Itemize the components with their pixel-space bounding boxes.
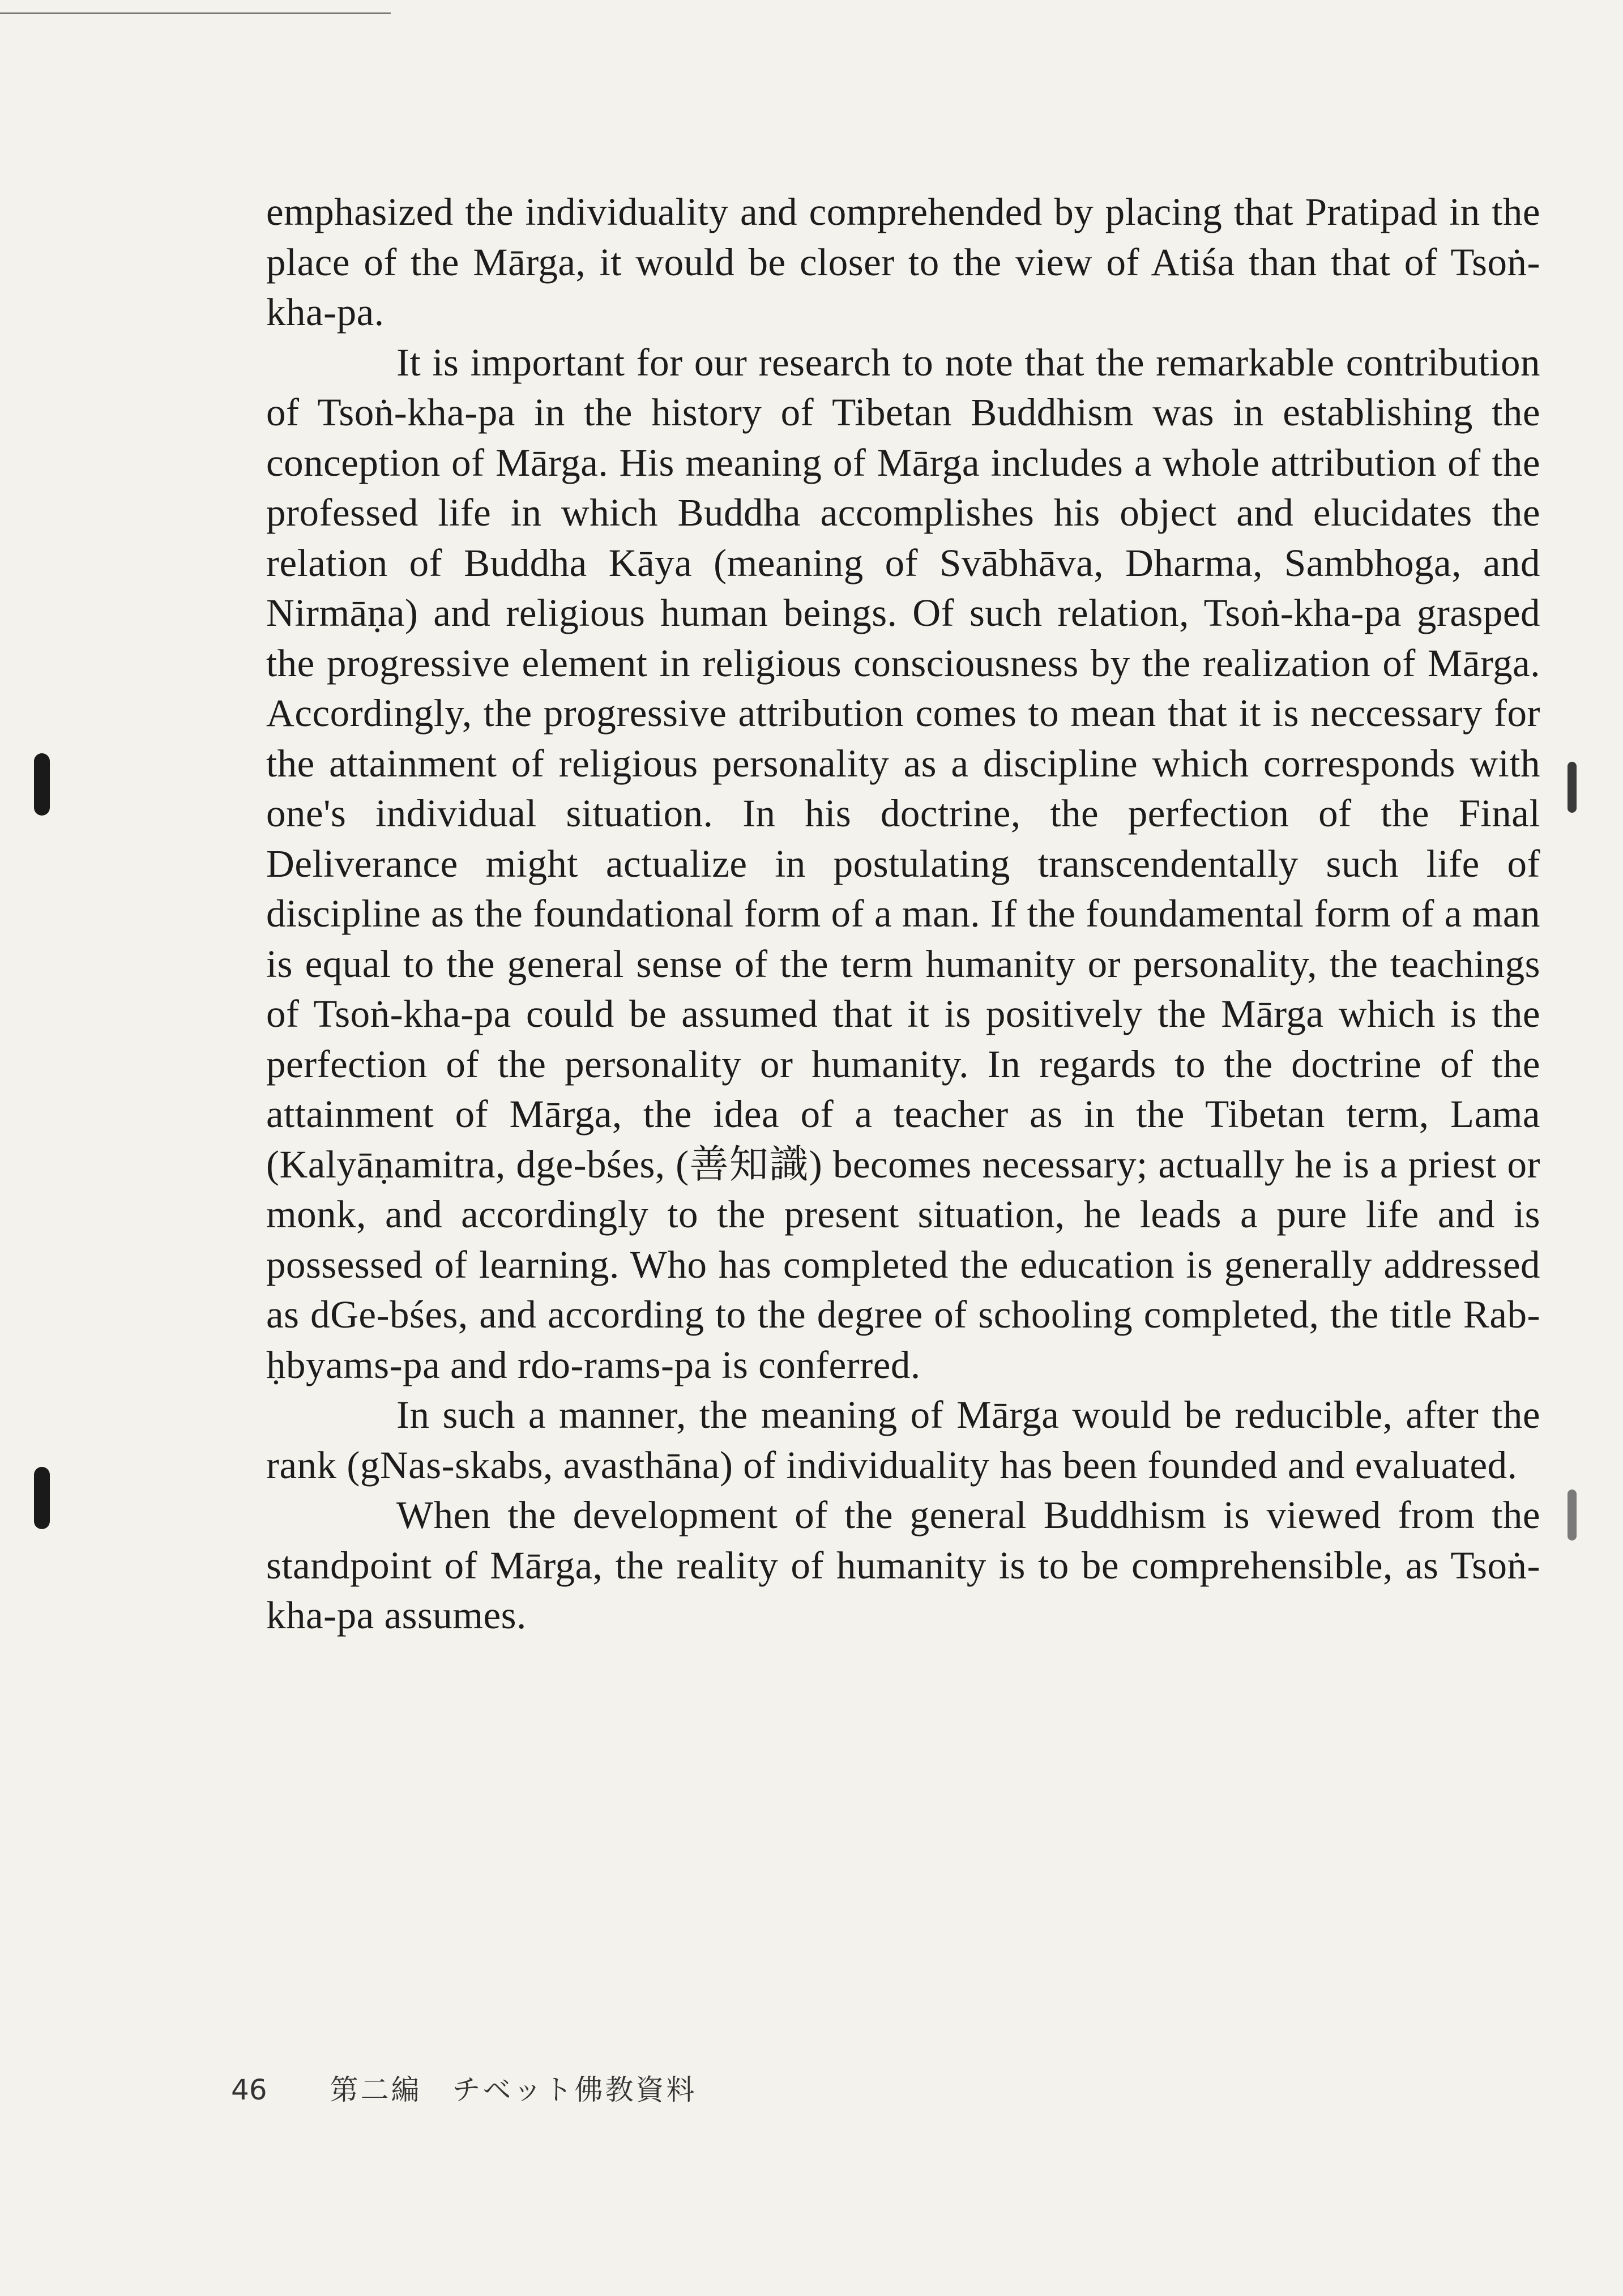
paragraph-rank-individuality: In such a manner, the meaning of Mārga would be reducible, after the rank (gNas-skabs, avasthāna) of individuality has been founded and evaluated. (266, 1393, 1540, 1487)
page-footer (231, 2067, 697, 2113)
paragraph-continuation: emphasized the individuality and comprehended by placing that Pratipad in the place of the Mārga, it would be closer to the view of Atiśa than that of Tsoṅ-kha-pa. (266, 190, 1540, 334)
paragraph-general-buddhism: When the development of the general Buddhism is viewed from the standpoint of Mārga, the reality of humanity is to be comprehensible, as Tsoṅ-kha-pa assumes. (266, 1493, 1540, 1637)
page-number: 46 (231, 2073, 267, 2106)
binding-hole-mark (34, 1467, 50, 1529)
binding-hole-mark (1568, 762, 1577, 813)
running-title: 第二編 チベット佛教資料 (330, 2073, 697, 2106)
binding-hole-mark (34, 753, 50, 816)
binding-hole-mark (1568, 1490, 1577, 1540)
paragraph-marga-conception: It is important for our research to note that the remarkable contribution of Tsoṅ-kha-pa in the history of Tibetan Buddhism was in establishing the conception of Mārga. His meaning of Mārga includes a whole attribution of the professed life in which Buddha accomplishes his object and elucidates the relation of Buddha Kāya (meaning of Svābhāva, Dharma, Sambhoga, and Nirmāṇa) and religious human beings. Of such relation, Tsoṅ-kha-pa grasped the progressive element in religious consciousness by the realization of Mārga. Accordingly, the progressive attribution comes to mean that it is neccessary for the attainment of religious personality as a discipline which corresponds with one's individual situation. In his doctrine, the perfection of the Final Deliverance might actualize in postulating transcendentally such life of discipline as the foundational form of a man. If the foundamental form of a man is equal to the general sense of the term humanity or personality, the teachings of Tsoṅ-kha-pa could be assumed that it is positively the Mārga which is the perfection of the personality or humanity. In regards to the doctrine of the attainment of Mārga, the idea of a teacher as in the Tibetan term, Lama (Kalyāṇamitra, dge-bśes, (善知識) becomes necessary; actually he is a priest or monk, and accordingly to the present situation, he leads a pure life and is possessed of learning. Who has completed the education is generally addressed as dGe-bśes, and according to the degree of schooling completed, the title Rab-ḥbyams-pa and rdo-rams-pa is conferred. (266, 340, 1540, 1386)
top-rule (0, 12, 391, 14)
body-text (266, 187, 1540, 1641)
